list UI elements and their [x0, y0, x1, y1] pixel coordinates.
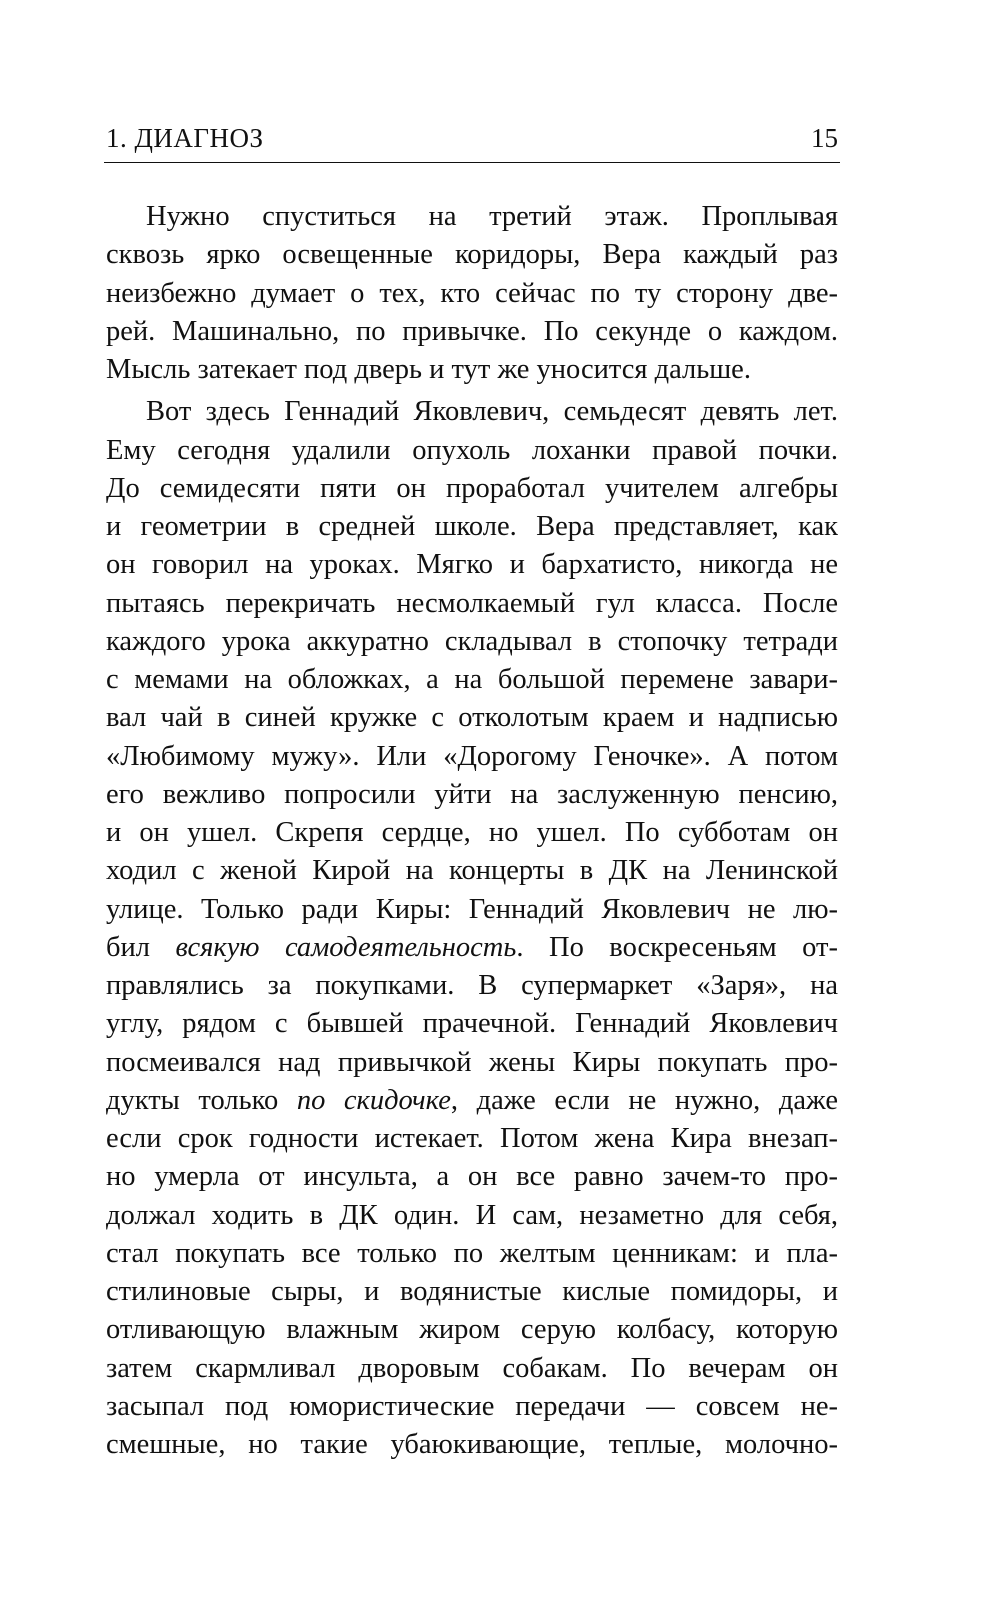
- paragraph-1: [106, 198, 838, 389]
- text-line: правлялись за покупками. В супермаркет «Заря», на: [106, 970, 838, 1001]
- chapter-title: 1. ДИАГНОЗ: [106, 123, 264, 153]
- text-line: должал ходить в ДК один. И сам, незаметно для себя,: [106, 1199, 838, 1231]
- text-line: его вежливо попросили уйти на заслуженную пенсию,: [106, 778, 838, 810]
- text-line: стилиновые сыры, и водянистые кислые помидоры, и: [106, 1276, 838, 1307]
- text-line: затем скармливал дворовым собакам. По вечерам он: [106, 1352, 838, 1384]
- text-line: улице. Только ради Киры: Геннадий Яковлевич не лю-: [106, 893, 838, 925]
- text-line: «Любимому мужу». Или «Дорогому Геночке». А потом: [106, 740, 838, 772]
- italic-phrase: всякую самодеятельность: [175, 931, 517, 963]
- text-line: ходил с женой Кирой на концерты в ДК на Ленинской: [106, 855, 838, 887]
- text-line: отливающую влажным жиром серую колбасу, которую: [106, 1314, 838, 1346]
- text-line: с мемами на обложках, а на большой перемене завари-: [106, 664, 838, 695]
- text-line: Нужно спуститься на третий этаж. Проплывая: [146, 201, 838, 232]
- text-run: дукты только: [106, 1084, 297, 1116]
- text-line: если срок годности истекает. Потом жена Кира внезап-: [106, 1123, 838, 1154]
- text-line: каждого урока аккуратно складывал в стопочку тетради: [106, 625, 838, 657]
- text-line: он говорил на уроках. Мягко и бархатисто, никогда не: [106, 549, 838, 581]
- text-line: и геометрии в средней школе. Вера представляет, как: [106, 511, 838, 542]
- paragraph-2: [106, 393, 838, 1464]
- text-line: Ему сегодня удалили опухоль лоханки правой почки.: [106, 434, 838, 466]
- text-run: . По воскресеньям от-: [516, 931, 838, 963]
- text-line: [106, 1082, 838, 1120]
- text-line: посмеивался над привычкой жены Киры покупать про-: [106, 1046, 838, 1078]
- running-head: [104, 118, 840, 163]
- text-line: Мысль затекает под дверь и тут же уносится дальше.: [106, 354, 751, 385]
- text-line: сквозь ярко освещенные коридоры, Вера каждый раз: [106, 239, 838, 271]
- text-line: стал покупать все только по желтым ценникам: и пла-: [106, 1237, 838, 1269]
- text-line: засыпал под юмористические передачи — совсем не-: [106, 1390, 838, 1422]
- text-line: [106, 929, 838, 967]
- text-line: вал чай в синей кружке с отколотым краем и надписью: [106, 702, 838, 734]
- text-line: но умерла от инсульта, а он все равно зачем-то про-: [106, 1161, 838, 1193]
- text-line: и он ушел. Скрепя сердце, но ушел. По субботам он: [106, 817, 838, 848]
- page-number: 15: [811, 123, 838, 153]
- text-line: смешные, но такие убаюкивающие, теплые, молочно-: [106, 1429, 838, 1460]
- text-run: бил: [106, 931, 176, 963]
- text-line: рей. Машинально, по привычке. По секунде о каждом.: [106, 315, 838, 347]
- italic-phrase: по скидочке: [296, 1084, 451, 1116]
- text-line: пытаясь перекричать несмолкаемый гул класса. После: [106, 587, 838, 619]
- text-line: До семидесяти пяти он проработал учителем алгебры: [106, 472, 838, 504]
- text-line: углу, рядом с бывшей прачечной. Геннадий Яковлевич: [106, 1008, 838, 1040]
- text-line: Вот здесь Геннадий Яковлевич, семьдесят девять лет.: [146, 396, 838, 428]
- text-run: , даже если не нужно, даже: [450, 1084, 838, 1116]
- body-text: [106, 198, 838, 1464]
- text-line: неизбежно думает о тех, кто сейчас по ту сторону две-: [106, 277, 838, 309]
